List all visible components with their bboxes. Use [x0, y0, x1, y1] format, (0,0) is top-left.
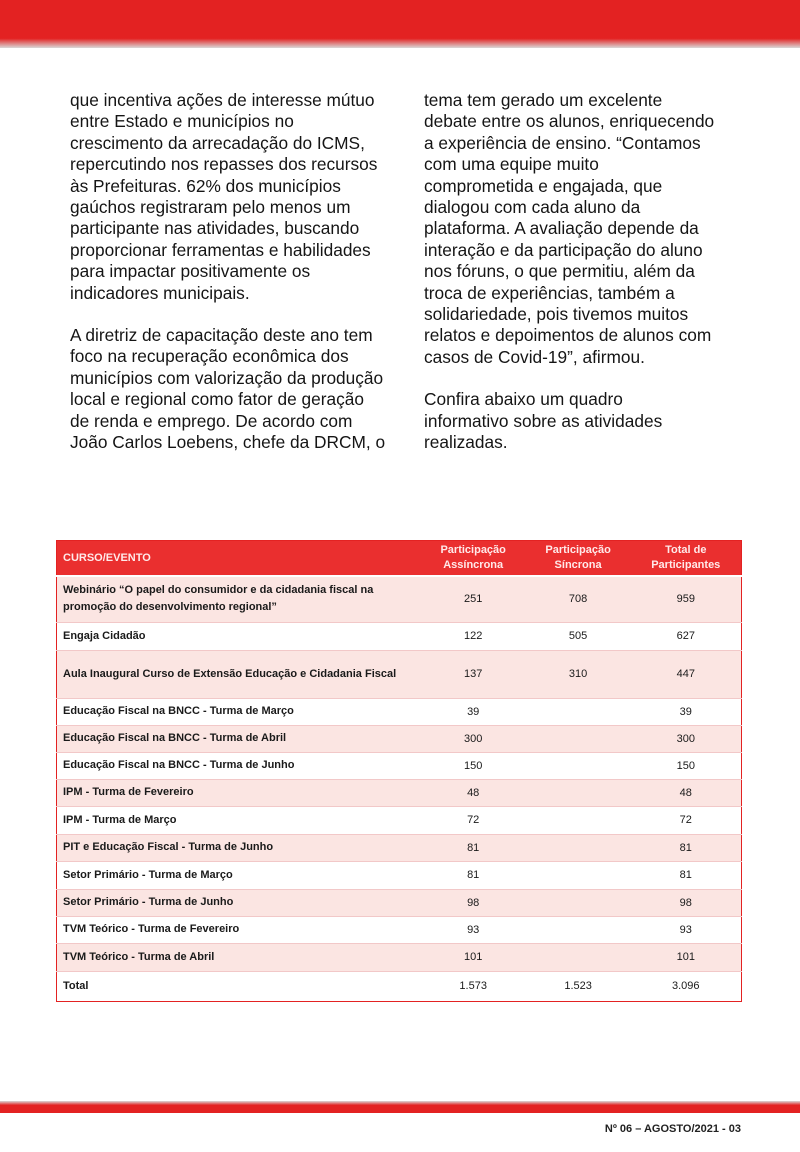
table-row [57, 698, 742, 725]
row-sync [526, 698, 631, 725]
row-name: PIT e Educação Fiscal - Turma de Junho [57, 834, 421, 861]
total-sync: 1.523 [526, 971, 631, 1001]
row-async: 150 [421, 752, 526, 779]
row-sync [526, 834, 631, 861]
row-sync [526, 725, 631, 752]
row-total: 627 [631, 622, 742, 650]
table-row [57, 916, 742, 943]
paragraph: Confira abaixo um quadro informativo sobre as atividades realizadas. [424, 389, 663, 453]
paragraph: que incentiva ações de interesse mútuo entre Estado e municípios no crescimento da arrecadação do ICMS, repercutindo nos repasses dos recursos às Prefeituras. 62% dos municípios gaúchos registraram pelo menos um participante nas atividades, buscando proporcionar ferramentas e habilidades para impactar positivamente os indicadores municipais. [70, 90, 378, 303]
table-row [57, 622, 742, 650]
article-right-column [424, 90, 754, 475]
row-total: 98 [631, 889, 742, 916]
total-async: 1.573 [421, 971, 526, 1001]
table-row [57, 576, 742, 622]
row-name: IPM - Turma de Março [57, 806, 421, 834]
paragraph: tema tem gerado um excelente debate entre os alunos, enriquecendo a experiência de ensino. “Contamos com uma equipe muito comprometida e engajada, que dialogou com cada aluno da plataforma. A avaliação depende da interação e da participação do aluno nos fóruns, o que permitiu, além da troca de experiências, também a solidariedade, pois tivemos muitos relatos e depoimentos de alunos com casos de Covid-19”, afirmou. [424, 90, 715, 367]
table-row [57, 943, 742, 971]
row-async: 81 [421, 834, 526, 861]
row-total: 959 [631, 576, 742, 622]
table-row [57, 834, 742, 861]
row-name: Webinário “O papel do consumidor e da cidadania fiscal na promoção do desenvolvimento regional” [57, 576, 421, 622]
row-sync [526, 943, 631, 971]
row-sync: 708 [526, 576, 631, 622]
row-total: 39 [631, 698, 742, 725]
row-name: Engaja Cidadão [57, 622, 421, 650]
table-header-row [57, 541, 742, 577]
row-async: 137 [421, 650, 526, 698]
row-sync [526, 806, 631, 834]
row-async: 39 [421, 698, 526, 725]
row-name: Setor Primário - Turma de Junho [57, 889, 421, 916]
row-sync: 505 [526, 622, 631, 650]
row-total: 81 [631, 861, 742, 889]
row-total: 150 [631, 752, 742, 779]
row-async: 48 [421, 779, 526, 806]
row-name: Educação Fiscal na BNCC - Turma de Junho [57, 752, 421, 779]
table-row [57, 889, 742, 916]
row-name: IPM - Turma de Fevereiro [57, 779, 421, 806]
row-sync [526, 752, 631, 779]
row-name: Educação Fiscal na BNCC - Turma de Abril [57, 725, 421, 752]
total-label: Total [57, 971, 421, 1001]
row-total: 300 [631, 725, 742, 752]
table-row [57, 752, 742, 779]
article-left-column [70, 90, 405, 475]
row-name: Educação Fiscal na BNCC - Turma de Março [57, 698, 421, 725]
row-async: 81 [421, 861, 526, 889]
table-row [57, 650, 742, 698]
table-row [57, 779, 742, 806]
row-async: 93 [421, 916, 526, 943]
activities-table [56, 540, 742, 1002]
row-async: 72 [421, 806, 526, 834]
paragraph: A diretriz de capacitação deste ano tem foco na recuperação econômica dos municípios com valorização da produção local e regional como fator de geração de renda e emprego. De acordo com João Carlos Loebens, chefe da DRCM, o [70, 325, 386, 453]
row-async: 122 [421, 622, 526, 650]
table-row [57, 725, 742, 752]
header-band [0, 0, 800, 48]
table-total-row [57, 971, 742, 1001]
row-total: 101 [631, 943, 742, 971]
row-total: 72 [631, 806, 742, 834]
row-sync: 310 [526, 650, 631, 698]
row-sync [526, 916, 631, 943]
footer-band [0, 1101, 800, 1113]
header-total: Total de Participantes [631, 541, 742, 577]
header-course: CURSO/EVENTO [57, 541, 421, 577]
header-sync: Participação Síncrona [526, 541, 631, 577]
row-async: 251 [421, 576, 526, 622]
table-row [57, 806, 742, 834]
page-footer-label: Nº 06 – AGOSTO/2021 - 03 [604, 1123, 741, 1135]
row-sync [526, 889, 631, 916]
row-total: 81 [631, 834, 742, 861]
row-async: 300 [421, 725, 526, 752]
row-name: TVM Teórico - Turma de Fevereiro [57, 916, 421, 943]
row-sync [526, 779, 631, 806]
header-async: Participação Assíncrona [421, 541, 526, 577]
table-row [57, 861, 742, 889]
row-total: 48 [631, 779, 742, 806]
row-name: TVM Teórico - Turma de Abril [57, 943, 421, 971]
row-total: 93 [631, 916, 742, 943]
row-total: 447 [631, 650, 742, 698]
row-name: Aula Inaugural Curso de Extensão Educação e Cidadania Fiscal [57, 650, 421, 698]
row-sync [526, 861, 631, 889]
row-async: 101 [421, 943, 526, 971]
row-name: Setor Primário - Turma de Março [57, 861, 421, 889]
total-total: 3.096 [631, 971, 742, 1001]
row-async: 98 [421, 889, 526, 916]
